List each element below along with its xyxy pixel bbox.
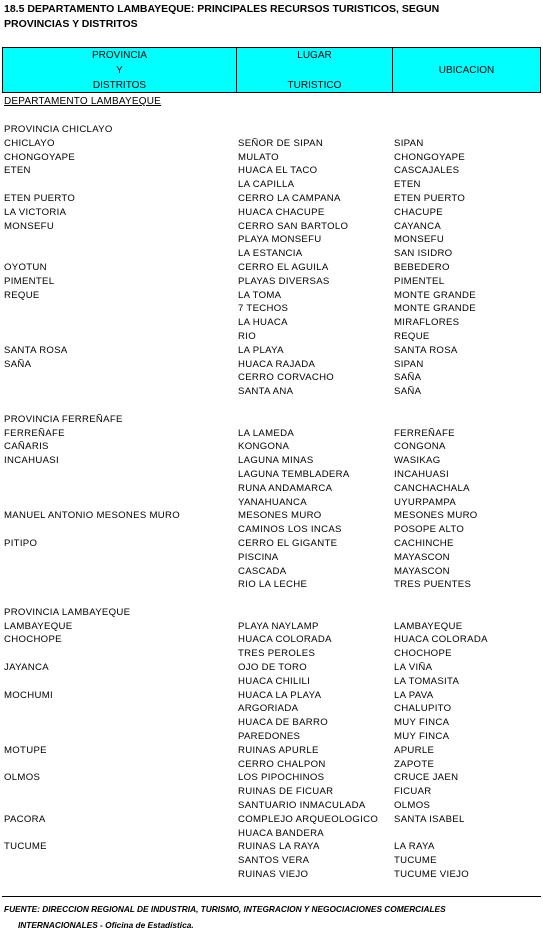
table-row — [0, 771, 543, 785]
cell-lugar-turistico: RUNA ANDAMARCA — [238, 482, 333, 494]
cell-ubicacion: SIPAN — [394, 358, 424, 370]
source-line-1: FUENTE: DIRECCION REGIONAL DE INDUSTRIA, TURISMO, INTEGRACION Y NEGOCIACIONES COMERCIALES — [4, 904, 446, 914]
table-row — [0, 454, 543, 468]
cell-lugar-turistico: LOS PIPOCHINOS — [238, 772, 325, 784]
source-line-2: INTERNACIONALES - Oficina de Estadística. — [18, 920, 194, 930]
cell-ubicacion: CHACUPE — [394, 206, 444, 218]
table-row — [0, 427, 543, 441]
cell-ubicacion: HUACA COLORADA — [394, 634, 488, 646]
footer-divider — [2, 896, 541, 897]
cell-lugar-turistico: LA PLAYA — [238, 344, 284, 356]
cell-lugar-turistico: LAGUNA TEMBLADERA — [238, 468, 350, 480]
cell-lugar-turistico: 7 TECHOS — [238, 303, 289, 315]
table-row — [0, 233, 543, 247]
cell-lugar-turistico: LA TOMA — [238, 289, 282, 301]
cell-provincia-distrito: LA VICTORIA — [4, 206, 67, 218]
table-row — [0, 827, 543, 841]
department-label: DEPARTAMENTO LAMBAYEQUE — [4, 96, 162, 107]
table-row — [0, 551, 543, 565]
cell-ubicacion: ETEN — [394, 179, 421, 191]
cell-ubicacion: MESONES MURO — [394, 510, 478, 522]
cell-lugar-turistico: CERRO CORVACHO — [238, 372, 335, 384]
cell-ubicacion: TUCUME VIEJO — [394, 869, 470, 881]
cell-lugar-turistico: LA HUACA — [238, 317, 288, 329]
cell-provincia-distrito: OYOTUN — [4, 261, 47, 273]
cell-lugar-turistico: PISCINA — [238, 551, 279, 563]
table-row — [0, 358, 543, 372]
cell-ubicacion: FERREÑAFE — [394, 427, 455, 439]
table-row — [0, 302, 543, 316]
cell-lugar-turistico: RIO LA LECHE — [238, 579, 308, 591]
table-row — [0, 854, 543, 868]
cell-lugar-turistico: RUINAS DE FICUAR — [238, 786, 334, 798]
cell-provincia-distrito: LAMBAYEQUE — [4, 620, 73, 632]
cell-ubicacion: POSOPE ALTO — [394, 524, 465, 536]
cell-provincia-distrito: FERREÑAFE — [4, 427, 65, 439]
table-row — [0, 758, 543, 772]
cell-ubicacion: CHOCHOPE — [394, 648, 452, 660]
cell-ubicacion: PIMENTEL — [394, 275, 445, 287]
cell-ubicacion: SAÑA — [394, 386, 422, 398]
cell-lugar-turistico: PAREDONES — [238, 731, 301, 743]
cell-lugar-turistico: SANTOS VERA — [238, 855, 310, 867]
cell-provincia-distrito: PITIPO — [4, 537, 38, 549]
table-row — [0, 192, 543, 206]
table-row — [0, 468, 543, 482]
table-row — [0, 482, 543, 496]
cell-ubicacion: MONTE GRANDE — [394, 303, 476, 315]
cell-ubicacion: MAYASCON — [394, 551, 450, 563]
cell-ubicacion: CAYANCA — [394, 220, 442, 232]
title-line-1: 18.5 DEPARTAMENTO LAMBAYEQUE: PRINCIPALES RECURSOS TURISTICOS, SEGUN — [4, 3, 440, 15]
cell-lugar-turistico: SANTA ANA — [238, 386, 294, 398]
cell-provincia-distrito: REQUE — [4, 289, 40, 301]
cell-lugar-turistico: SANTUARIO INMACULADA — [238, 800, 366, 812]
table-row — [0, 702, 543, 716]
table-row — [0, 385, 543, 399]
table-row — [0, 123, 543, 137]
table-row — [0, 316, 543, 330]
header-ubicacion: UBICACION — [438, 65, 495, 76]
table-row — [0, 220, 543, 234]
cell-provincia-distrito: INCAHUASI — [4, 455, 59, 467]
table-row — [0, 868, 543, 882]
table-row — [0, 496, 543, 510]
cell-provincia-distrito: SANTA ROSA — [4, 344, 68, 356]
cell-lugar-turistico: LAGUNA MINAS — [238, 455, 314, 467]
cell-ubicacion: SIPAN — [394, 137, 424, 149]
table-row — [0, 537, 543, 551]
cell-ubicacion: CONGONA — [394, 441, 446, 453]
cell-provincia-distrito: CHOCHOPE — [4, 634, 62, 646]
table-row — [0, 565, 543, 579]
table-row — [0, 440, 543, 454]
cell-provincia-distrito: SAÑA — [4, 358, 32, 370]
cell-ubicacion: LA RAYA — [394, 841, 435, 853]
table-row — [0, 620, 543, 634]
table-row — [0, 247, 543, 261]
table-row — [0, 647, 543, 661]
table-row — [0, 675, 543, 689]
cell-lugar-turistico: HUACA EL TACO — [238, 165, 318, 177]
cell-provincia-distrito: ETEN PUERTO — [4, 192, 76, 204]
cell-lugar-turistico: SEÑOR DE SIPAN — [238, 137, 324, 149]
cell-lugar-turistico: HUACA LA PLAYA — [238, 689, 322, 701]
cell-provincia-distrito: MONSEFU — [4, 220, 55, 232]
cell-ubicacion: CANCHACHALA — [394, 482, 470, 494]
cell-provincia-distrito: MOCHUMI — [4, 689, 53, 701]
cell-ubicacion: MUY FINCA — [394, 717, 450, 729]
cell-lugar-turistico: PLAYA MONSEFU — [238, 234, 322, 246]
cell-provincia-distrito: PROVINCIA LAMBAYEQUE — [4, 606, 131, 618]
cell-ubicacion: INCAHUASI — [394, 468, 449, 480]
cell-ubicacion: OLMOS — [394, 800, 431, 812]
cell-lugar-turistico: PLAYA NAYLAMP — [238, 620, 319, 632]
table-row — [0, 840, 543, 854]
cell-lugar-turistico: KONGONA — [238, 441, 290, 453]
cell-lugar-turistico: LA CAPILLA — [238, 179, 295, 191]
table-row — [0, 592, 543, 606]
cell-lugar-turistico: HUACA DE BARRO — [238, 717, 329, 729]
table-row — [0, 151, 543, 165]
cell-lugar-turistico: RUINAS LA RAYA — [238, 841, 320, 853]
cell-lugar-turistico: CAMINOS LOS INCAS — [238, 524, 342, 536]
cell-ubicacion: LA PAVA — [394, 689, 434, 701]
cell-ubicacion: REQUE — [394, 330, 430, 342]
table-row — [0, 275, 543, 289]
table-row — [0, 164, 543, 178]
table-row — [0, 730, 543, 744]
cell-ubicacion: ETEN PUERTO — [394, 192, 466, 204]
cell-provincia-distrito: OLMOS — [4, 772, 41, 784]
table-row — [0, 716, 543, 730]
cell-lugar-turistico: CERRO SAN BARTOLO — [238, 220, 349, 232]
cell-ubicacion: SANTA ROSA — [394, 344, 458, 356]
cell-ubicacion: CACHINCHE — [394, 537, 454, 549]
cell-ubicacion: CASCAJALES — [394, 165, 460, 177]
cell-lugar-turistico: LA ESTANCIA — [238, 248, 303, 260]
cell-provincia-distrito: ETEN — [4, 165, 31, 177]
table-row — [0, 371, 543, 385]
cell-ubicacion: MUY FINCA — [394, 731, 450, 743]
table-row — [0, 344, 543, 358]
cell-provincia-distrito: PROVINCIA CHICLAYO — [4, 124, 113, 135]
table-row — [0, 261, 543, 275]
table-row — [0, 785, 543, 799]
cell-ubicacion: UYURPAMPA — [394, 496, 457, 508]
table-row — [0, 578, 543, 592]
cell-ubicacion: MIRAFLORES — [394, 317, 460, 329]
table-body — [0, 123, 543, 882]
cell-ubicacion: LA VIÑA — [394, 662, 433, 674]
table-row — [0, 137, 543, 151]
cell-ubicacion: MONTE GRANDE — [394, 289, 476, 301]
table-row — [0, 523, 543, 537]
table-row — [0, 330, 543, 344]
table-row — [0, 744, 543, 758]
table-row — [0, 813, 543, 827]
cell-provincia-distrito: PACORA — [4, 813, 46, 825]
cell-lugar-turistico: HUACA CHACUPE — [238, 206, 325, 218]
cell-lugar-turistico: ARGORIADA — [238, 703, 299, 715]
cell-provincia-distrito: CHICLAYO — [4, 137, 55, 149]
cell-provincia-distrito: MANUEL ANTONIO MESONES MURO — [4, 510, 181, 522]
table-row — [0, 413, 543, 427]
cell-ubicacion: MONSEFU — [394, 234, 445, 246]
header-provincia-distritos: PROVINCIA Y DISTRITOS — [3, 48, 237, 92]
cell-ubicacion: MAYASCON — [394, 565, 450, 577]
table-title — [4, 2, 534, 32]
cell-ubicacion: CRUCE JAEN — [394, 772, 459, 784]
cell-ubicacion: CHALUPITO — [394, 703, 452, 715]
table-row — [0, 206, 543, 220]
cell-ubicacion: SANTA ISABEL — [394, 813, 465, 825]
cell-lugar-turistico: RIO — [238, 330, 256, 342]
cell-lugar-turistico: CERRO CHALPON — [238, 758, 326, 770]
cell-ubicacion: TUCUME — [394, 855, 437, 867]
cell-lugar-turistico: PLAYAS DIVERSAS — [238, 275, 330, 287]
cell-ubicacion: TRES PUENTES — [394, 579, 472, 591]
cell-provincia-distrito: MOTUPE — [4, 744, 47, 756]
cell-provincia-distrito: PROVINCIA FERREÑAFE — [4, 413, 123, 425]
table-header — [2, 47, 541, 93]
cell-lugar-turistico: MESONES MURO — [238, 510, 322, 522]
table-row — [0, 799, 543, 813]
cell-lugar-turistico: CERRO EL GIGANTE — [238, 537, 338, 549]
cell-ubicacion: SAN ISIDRO — [394, 248, 453, 260]
table-row — [0, 289, 543, 303]
cell-ubicacion: BEBEDERO — [394, 261, 450, 273]
cell-lugar-turistico: RUINAS APURLE — [238, 744, 319, 756]
cell-provincia-distrito: TUCUME — [4, 841, 47, 853]
table-row — [0, 399, 543, 413]
cell-lugar-turistico: TRES PEROLES — [238, 648, 316, 660]
header-lugar-turistico: LUGAR TURISTICO — [237, 48, 393, 92]
cell-lugar-turistico: COMPLEJO ARQUEOLOGICO — [238, 813, 379, 825]
cell-ubicacion: FICUAR — [394, 786, 432, 798]
cell-lugar-turistico: CASCADA — [238, 565, 287, 577]
table-row — [0, 606, 543, 620]
cell-lugar-turistico: HUACA CHILILI — [238, 675, 311, 687]
cell-provincia-distrito: PIMENTEL — [4, 275, 55, 287]
cell-lugar-turistico: CERRO LA CAMPANA — [238, 192, 341, 204]
cell-ubicacion: LAMBAYEQUE — [394, 620, 463, 632]
source-note — [4, 901, 539, 933]
table-row — [0, 689, 543, 703]
table-row — [0, 633, 543, 647]
cell-lugar-turistico: RUINAS VIEJO — [238, 869, 309, 881]
cell-lugar-turistico: MULATO — [238, 151, 279, 163]
cell-ubicacion: LA TOMASITA — [394, 675, 460, 687]
cell-lugar-turistico: HUACA RAJADA — [238, 358, 316, 370]
cell-ubicacion: ZAPOTE — [394, 758, 435, 770]
cell-ubicacion: WASIKAG — [394, 455, 441, 467]
cell-ubicacion: SAÑA — [394, 372, 422, 384]
table-row — [0, 178, 543, 192]
cell-ubicacion: CHONGOYAPE — [394, 151, 466, 163]
table-row — [0, 661, 543, 675]
cell-lugar-turistico: HUACA BANDERA — [238, 827, 324, 839]
cell-provincia-distrito: CAÑARIS — [4, 441, 49, 453]
title-line-2: PROVINCIAS Y DISTRITOS — [4, 18, 138, 30]
cell-ubicacion: APURLE — [394, 744, 435, 756]
cell-lugar-turistico: LA LAMEDA — [238, 427, 295, 439]
cell-provincia-distrito: JAYANCA — [4, 662, 49, 674]
cell-lugar-turistico: YANAHUANCA — [238, 496, 307, 508]
cell-lugar-turistico: OJO DE TORO — [238, 662, 308, 674]
cell-lugar-turistico: HUACA COLORADA — [238, 634, 332, 646]
cell-lugar-turistico: CERRO EL AGUILA — [238, 261, 329, 273]
cell-provincia-distrito: CHONGOYAPE — [4, 151, 76, 163]
table-row — [0, 509, 543, 523]
